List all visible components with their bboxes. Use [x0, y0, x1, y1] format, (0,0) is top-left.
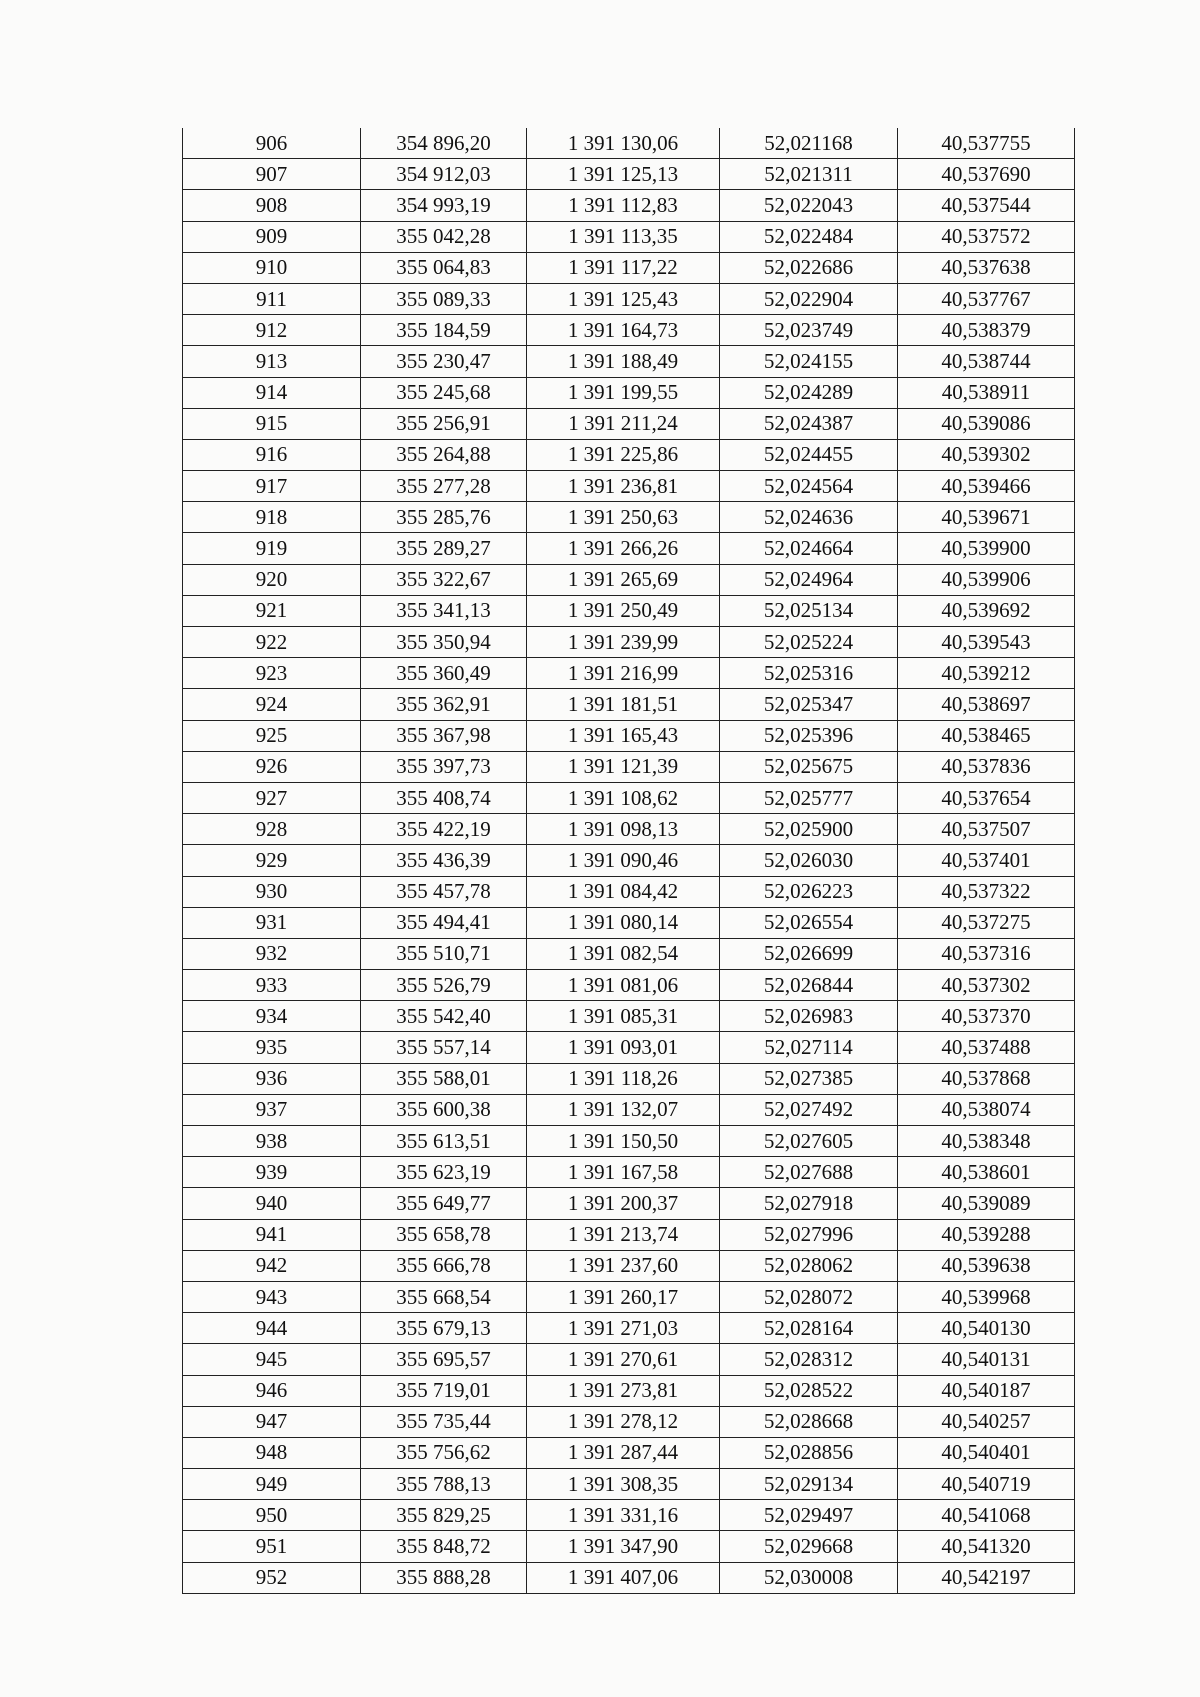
- y-coordinate-cell: 1 391 081,06: [527, 970, 720, 1001]
- point-number-cell: 917: [183, 471, 361, 502]
- point-number-cell: 923: [183, 658, 361, 689]
- latitude-cell: 52,024636: [720, 502, 898, 533]
- latitude-cell: 52,024155: [720, 346, 898, 377]
- y-coordinate-cell: 1 391 117,22: [527, 252, 720, 283]
- point-number-cell: 926: [183, 751, 361, 782]
- longitude-cell: 40,542197: [898, 1562, 1075, 1593]
- x-coordinate-cell: 355 588,01: [361, 1063, 527, 1094]
- latitude-cell: 52,021168: [720, 128, 898, 159]
- table-row: [183, 533, 1075, 564]
- longitude-cell: 40,537322: [898, 876, 1075, 907]
- x-coordinate-cell: 355 042,28: [361, 221, 527, 252]
- table-row: [183, 377, 1075, 408]
- x-coordinate-cell: 355 436,39: [361, 845, 527, 876]
- latitude-cell: 52,025347: [720, 689, 898, 720]
- longitude-cell: 40,537868: [898, 1063, 1075, 1094]
- x-coordinate-cell: 355 888,28: [361, 1562, 527, 1593]
- latitude-cell: 52,023749: [720, 315, 898, 346]
- latitude-cell: 52,025134: [720, 595, 898, 626]
- y-coordinate-cell: 1 391 082,54: [527, 938, 720, 969]
- longitude-cell: 40,540719: [898, 1469, 1075, 1500]
- point-number-cell: 910: [183, 252, 361, 283]
- y-coordinate-cell: 1 391 130,06: [527, 128, 720, 159]
- y-coordinate-cell: 1 391 265,69: [527, 564, 720, 595]
- y-coordinate-cell: 1 391 216,99: [527, 658, 720, 689]
- longitude-cell: 40,539968: [898, 1281, 1075, 1312]
- table-row: [183, 720, 1075, 751]
- point-number-cell: 920: [183, 564, 361, 595]
- y-coordinate-cell: 1 391 150,50: [527, 1126, 720, 1157]
- x-coordinate-cell: 355 600,38: [361, 1094, 527, 1125]
- x-coordinate-cell: 354 896,20: [361, 128, 527, 159]
- point-number-cell: 933: [183, 970, 361, 1001]
- table-row: [183, 751, 1075, 782]
- y-coordinate-cell: 1 391 125,43: [527, 283, 720, 314]
- latitude-cell: 52,022904: [720, 283, 898, 314]
- point-number-cell: 948: [183, 1437, 361, 1468]
- longitude-cell: 40,537544: [898, 190, 1075, 221]
- longitude-cell: 40,538601: [898, 1157, 1075, 1188]
- point-number-cell: 939: [183, 1157, 361, 1188]
- y-coordinate-cell: 1 391 236,81: [527, 471, 720, 502]
- x-coordinate-cell: 355 408,74: [361, 782, 527, 813]
- latitude-cell: 52,026554: [720, 907, 898, 938]
- point-number-cell: 945: [183, 1344, 361, 1375]
- x-coordinate-cell: 355 695,57: [361, 1344, 527, 1375]
- longitude-cell: 40,540257: [898, 1406, 1075, 1437]
- table-row: [183, 627, 1075, 658]
- x-coordinate-cell: 355 649,77: [361, 1188, 527, 1219]
- y-coordinate-cell: 1 391 211,24: [527, 408, 720, 439]
- latitude-cell: 52,026699: [720, 938, 898, 969]
- x-coordinate-cell: 355 679,13: [361, 1313, 527, 1344]
- point-number-cell: 916: [183, 439, 361, 470]
- y-coordinate-cell: 1 391 225,86: [527, 439, 720, 470]
- y-coordinate-cell: 1 391 331,16: [527, 1500, 720, 1531]
- point-number-cell: 927: [183, 782, 361, 813]
- table-row: [183, 1469, 1075, 1500]
- y-coordinate-cell: 1 391 199,55: [527, 377, 720, 408]
- x-coordinate-cell: 355 341,13: [361, 595, 527, 626]
- longitude-cell: 40,538379: [898, 315, 1075, 346]
- latitude-cell: 52,029668: [720, 1531, 898, 1562]
- latitude-cell: 52,026030: [720, 845, 898, 876]
- point-number-cell: 946: [183, 1375, 361, 1406]
- longitude-cell: 40,539086: [898, 408, 1075, 439]
- table-row: [183, 1344, 1075, 1375]
- longitude-cell: 40,541320: [898, 1531, 1075, 1562]
- latitude-cell: 52,026844: [720, 970, 898, 1001]
- longitude-cell: 40,538074: [898, 1094, 1075, 1125]
- longitude-cell: 40,538465: [898, 720, 1075, 751]
- point-number-cell: 932: [183, 938, 361, 969]
- table-row: [183, 658, 1075, 689]
- table-row: [183, 938, 1075, 969]
- latitude-cell: 52,024455: [720, 439, 898, 470]
- table-row: [183, 221, 1075, 252]
- x-coordinate-cell: 355 848,72: [361, 1531, 527, 1562]
- longitude-cell: 40,537755: [898, 128, 1075, 159]
- point-number-cell: 918: [183, 502, 361, 533]
- table-row: [183, 595, 1075, 626]
- y-coordinate-cell: 1 391 113,35: [527, 221, 720, 252]
- longitude-cell: 40,540187: [898, 1375, 1075, 1406]
- table-row: [183, 845, 1075, 876]
- table-row: [183, 876, 1075, 907]
- table-row: [183, 1437, 1075, 1468]
- x-coordinate-cell: 355 089,33: [361, 283, 527, 314]
- longitude-cell: 40,539638: [898, 1250, 1075, 1281]
- x-coordinate-cell: 355 668,54: [361, 1281, 527, 1312]
- longitude-cell: 40,539302: [898, 439, 1075, 470]
- y-coordinate-cell: 1 391 167,58: [527, 1157, 720, 1188]
- latitude-cell: 52,022484: [720, 221, 898, 252]
- y-coordinate-cell: 1 391 278,12: [527, 1406, 720, 1437]
- point-number-cell: 907: [183, 159, 361, 190]
- table-row: [183, 1250, 1075, 1281]
- table-row: [183, 1313, 1075, 1344]
- x-coordinate-cell: 355 829,25: [361, 1500, 527, 1531]
- y-coordinate-cell: 1 391 165,43: [527, 720, 720, 751]
- table-row: [183, 1219, 1075, 1250]
- table-row: [183, 471, 1075, 502]
- point-number-cell: 947: [183, 1406, 361, 1437]
- longitude-cell: 40,537572: [898, 221, 1075, 252]
- x-coordinate-cell: 355 277,28: [361, 471, 527, 502]
- x-coordinate-cell: 354 993,19: [361, 190, 527, 221]
- point-number-cell: 924: [183, 689, 361, 720]
- x-coordinate-cell: 355 510,71: [361, 938, 527, 969]
- x-coordinate-cell: 355 397,73: [361, 751, 527, 782]
- longitude-cell: 40,537690: [898, 159, 1075, 190]
- point-number-cell: 912: [183, 315, 361, 346]
- table-row: [183, 346, 1075, 377]
- longitude-cell: 40,539543: [898, 627, 1075, 658]
- x-coordinate-cell: 355 788,13: [361, 1469, 527, 1500]
- latitude-cell: 52,022686: [720, 252, 898, 283]
- table-row: [183, 1500, 1075, 1531]
- table-row: [183, 782, 1075, 813]
- latitude-cell: 52,025224: [720, 627, 898, 658]
- coordinates-table: [182, 128, 1075, 1594]
- y-coordinate-cell: 1 391 308,35: [527, 1469, 720, 1500]
- point-number-cell: 921: [183, 595, 361, 626]
- y-coordinate-cell: 1 391 125,13: [527, 159, 720, 190]
- latitude-cell: 52,024664: [720, 533, 898, 564]
- y-coordinate-cell: 1 391 085,31: [527, 1001, 720, 1032]
- latitude-cell: 52,024289: [720, 377, 898, 408]
- point-number-cell: 934: [183, 1001, 361, 1032]
- point-number-cell: 950: [183, 1500, 361, 1531]
- point-number-cell: 951: [183, 1531, 361, 1562]
- point-number-cell: 913: [183, 346, 361, 377]
- x-coordinate-cell: 355 719,01: [361, 1375, 527, 1406]
- table-row: [183, 1562, 1075, 1593]
- longitude-cell: 40,539692: [898, 595, 1075, 626]
- y-coordinate-cell: 1 391 407,06: [527, 1562, 720, 1593]
- latitude-cell: 52,027114: [720, 1032, 898, 1063]
- x-coordinate-cell: 355 557,14: [361, 1032, 527, 1063]
- x-coordinate-cell: 355 064,83: [361, 252, 527, 283]
- table-row: [183, 1531, 1075, 1562]
- x-coordinate-cell: 355 623,19: [361, 1157, 527, 1188]
- x-coordinate-cell: 355 264,88: [361, 439, 527, 470]
- table-row: [183, 907, 1075, 938]
- table-row: [183, 1375, 1075, 1406]
- latitude-cell: 52,027385: [720, 1063, 898, 1094]
- x-coordinate-cell: 355 658,78: [361, 1219, 527, 1250]
- table-row: [183, 283, 1075, 314]
- point-number-cell: 908: [183, 190, 361, 221]
- table-row: [183, 190, 1075, 221]
- latitude-cell: 52,028668: [720, 1406, 898, 1437]
- point-number-cell: 906: [183, 128, 361, 159]
- latitude-cell: 52,026223: [720, 876, 898, 907]
- latitude-cell: 52,024564: [720, 471, 898, 502]
- y-coordinate-cell: 1 391 250,63: [527, 502, 720, 533]
- longitude-cell: 40,539288: [898, 1219, 1075, 1250]
- longitude-cell: 40,537507: [898, 814, 1075, 845]
- latitude-cell: 52,028856: [720, 1437, 898, 1468]
- point-number-cell: 941: [183, 1219, 361, 1250]
- point-number-cell: 929: [183, 845, 361, 876]
- y-coordinate-cell: 1 391 090,46: [527, 845, 720, 876]
- y-coordinate-cell: 1 391 287,44: [527, 1437, 720, 1468]
- y-coordinate-cell: 1 391 188,49: [527, 346, 720, 377]
- point-number-cell: 925: [183, 720, 361, 751]
- y-coordinate-cell: 1 391 239,99: [527, 627, 720, 658]
- longitude-cell: 40,539089: [898, 1188, 1075, 1219]
- y-coordinate-cell: 1 391 080,14: [527, 907, 720, 938]
- point-number-cell: 952: [183, 1562, 361, 1593]
- table-row: [183, 1406, 1075, 1437]
- latitude-cell: 52,028062: [720, 1250, 898, 1281]
- longitude-cell: 40,537767: [898, 283, 1075, 314]
- x-coordinate-cell: 355 230,47: [361, 346, 527, 377]
- latitude-cell: 52,028164: [720, 1313, 898, 1344]
- table-row: [183, 689, 1075, 720]
- latitude-cell: 52,027605: [720, 1126, 898, 1157]
- longitude-cell: 40,538697: [898, 689, 1075, 720]
- y-coordinate-cell: 1 391 260,17: [527, 1281, 720, 1312]
- table-row: [183, 1001, 1075, 1032]
- point-number-cell: 938: [183, 1126, 361, 1157]
- latitude-cell: 52,029497: [720, 1500, 898, 1531]
- y-coordinate-cell: 1 391 347,90: [527, 1531, 720, 1562]
- longitude-cell: 40,537836: [898, 751, 1075, 782]
- longitude-cell: 40,538348: [898, 1126, 1075, 1157]
- x-coordinate-cell: 355 457,78: [361, 876, 527, 907]
- latitude-cell: 52,024964: [720, 564, 898, 595]
- x-coordinate-cell: 355 322,67: [361, 564, 527, 595]
- point-number-cell: 937: [183, 1094, 361, 1125]
- table-row: [183, 1126, 1075, 1157]
- y-coordinate-cell: 1 391 266,26: [527, 533, 720, 564]
- x-coordinate-cell: 355 362,91: [361, 689, 527, 720]
- y-coordinate-cell: 1 391 270,61: [527, 1344, 720, 1375]
- longitude-cell: 40,537316: [898, 938, 1075, 969]
- x-coordinate-cell: 355 350,94: [361, 627, 527, 658]
- point-number-cell: 935: [183, 1032, 361, 1063]
- point-number-cell: 909: [183, 221, 361, 252]
- longitude-cell: 40,540401: [898, 1437, 1075, 1468]
- latitude-cell: 52,028522: [720, 1375, 898, 1406]
- x-coordinate-cell: 355 367,98: [361, 720, 527, 751]
- y-coordinate-cell: 1 391 108,62: [527, 782, 720, 813]
- y-coordinate-cell: 1 391 181,51: [527, 689, 720, 720]
- x-coordinate-cell: 355 245,68: [361, 377, 527, 408]
- latitude-cell: 52,029134: [720, 1469, 898, 1500]
- y-coordinate-cell: 1 391 112,83: [527, 190, 720, 221]
- longitude-cell: 40,537275: [898, 907, 1075, 938]
- table-row: [183, 1188, 1075, 1219]
- x-coordinate-cell: 354 912,03: [361, 159, 527, 190]
- table-row: [183, 1281, 1075, 1312]
- x-coordinate-cell: 355 735,44: [361, 1406, 527, 1437]
- latitude-cell: 52,024387: [720, 408, 898, 439]
- x-coordinate-cell: 355 613,51: [361, 1126, 527, 1157]
- point-number-cell: 944: [183, 1313, 361, 1344]
- table-row: [183, 1094, 1075, 1125]
- longitude-cell: 40,539212: [898, 658, 1075, 689]
- longitude-cell: 40,539671: [898, 502, 1075, 533]
- latitude-cell: 52,026983: [720, 1001, 898, 1032]
- point-number-cell: 922: [183, 627, 361, 658]
- x-coordinate-cell: 355 494,41: [361, 907, 527, 938]
- y-coordinate-cell: 1 391 121,39: [527, 751, 720, 782]
- table-row: [183, 439, 1075, 470]
- point-number-cell: 949: [183, 1469, 361, 1500]
- longitude-cell: 40,537302: [898, 970, 1075, 1001]
- longitude-cell: 40,537488: [898, 1032, 1075, 1063]
- point-number-cell: 919: [183, 533, 361, 564]
- y-coordinate-cell: 1 391 237,60: [527, 1250, 720, 1281]
- point-number-cell: 936: [183, 1063, 361, 1094]
- x-coordinate-cell: 355 256,91: [361, 408, 527, 439]
- y-coordinate-cell: 1 391 213,74: [527, 1219, 720, 1250]
- table-row: [183, 1157, 1075, 1188]
- table-row: [183, 814, 1075, 845]
- longitude-cell: 40,540130: [898, 1313, 1075, 1344]
- point-number-cell: 931: [183, 907, 361, 938]
- longitude-cell: 40,539906: [898, 564, 1075, 595]
- longitude-cell: 40,537638: [898, 252, 1075, 283]
- point-number-cell: 911: [183, 283, 361, 314]
- x-coordinate-cell: 355 542,40: [361, 1001, 527, 1032]
- point-number-cell: 928: [183, 814, 361, 845]
- longitude-cell: 40,537654: [898, 782, 1075, 813]
- table-row: [183, 502, 1075, 533]
- longitude-cell: 40,539466: [898, 471, 1075, 502]
- y-coordinate-cell: 1 391 118,26: [527, 1063, 720, 1094]
- latitude-cell: 52,027918: [720, 1188, 898, 1219]
- longitude-cell: 40,538744: [898, 346, 1075, 377]
- longitude-cell: 40,537370: [898, 1001, 1075, 1032]
- x-coordinate-cell: 355 285,76: [361, 502, 527, 533]
- table-row: [183, 159, 1075, 190]
- longitude-cell: 40,537401: [898, 845, 1075, 876]
- point-number-cell: 942: [183, 1250, 361, 1281]
- y-coordinate-cell: 1 391 098,13: [527, 814, 720, 845]
- x-coordinate-cell: 355 756,62: [361, 1437, 527, 1468]
- point-number-cell: 930: [183, 876, 361, 907]
- longitude-cell: 40,540131: [898, 1344, 1075, 1375]
- table-row: [183, 1032, 1075, 1063]
- table-row: [183, 315, 1075, 346]
- latitude-cell: 52,027996: [720, 1219, 898, 1250]
- y-coordinate-cell: 1 391 200,37: [527, 1188, 720, 1219]
- latitude-cell: 52,027492: [720, 1094, 898, 1125]
- latitude-cell: 52,028312: [720, 1344, 898, 1375]
- table-row: [183, 408, 1075, 439]
- y-coordinate-cell: 1 391 273,81: [527, 1375, 720, 1406]
- longitude-cell: 40,539900: [898, 533, 1075, 564]
- longitude-cell: 40,541068: [898, 1500, 1075, 1531]
- x-coordinate-cell: 355 360,49: [361, 658, 527, 689]
- y-coordinate-cell: 1 391 093,01: [527, 1032, 720, 1063]
- table-row: [183, 252, 1075, 283]
- latitude-cell: 52,025675: [720, 751, 898, 782]
- table-row: [183, 1063, 1075, 1094]
- latitude-cell: 52,025900: [720, 814, 898, 845]
- x-coordinate-cell: 355 422,19: [361, 814, 527, 845]
- y-coordinate-cell: 1 391 132,07: [527, 1094, 720, 1125]
- point-number-cell: 943: [183, 1281, 361, 1312]
- table-row: [183, 128, 1075, 159]
- latitude-cell: 52,027688: [720, 1157, 898, 1188]
- latitude-cell: 52,025777: [720, 782, 898, 813]
- point-number-cell: 914: [183, 377, 361, 408]
- latitude-cell: 52,021311: [720, 159, 898, 190]
- longitude-cell: 40,538911: [898, 377, 1075, 408]
- y-coordinate-cell: 1 391 084,42: [527, 876, 720, 907]
- x-coordinate-cell: 355 666,78: [361, 1250, 527, 1281]
- y-coordinate-cell: 1 391 164,73: [527, 315, 720, 346]
- latitude-cell: 52,025316: [720, 658, 898, 689]
- y-coordinate-cell: 1 391 250,49: [527, 595, 720, 626]
- point-number-cell: 915: [183, 408, 361, 439]
- x-coordinate-cell: 355 289,27: [361, 533, 527, 564]
- latitude-cell: 52,028072: [720, 1281, 898, 1312]
- point-number-cell: 940: [183, 1188, 361, 1219]
- x-coordinate-cell: 355 184,59: [361, 315, 527, 346]
- latitude-cell: 52,022043: [720, 190, 898, 221]
- y-coordinate-cell: 1 391 271,03: [527, 1313, 720, 1344]
- table-row: [183, 970, 1075, 1001]
- table-row: [183, 564, 1075, 595]
- latitude-cell: 52,025396: [720, 720, 898, 751]
- latitude-cell: 52,030008: [720, 1562, 898, 1593]
- coordinates-table-body: [183, 128, 1075, 1593]
- x-coordinate-cell: 355 526,79: [361, 970, 527, 1001]
